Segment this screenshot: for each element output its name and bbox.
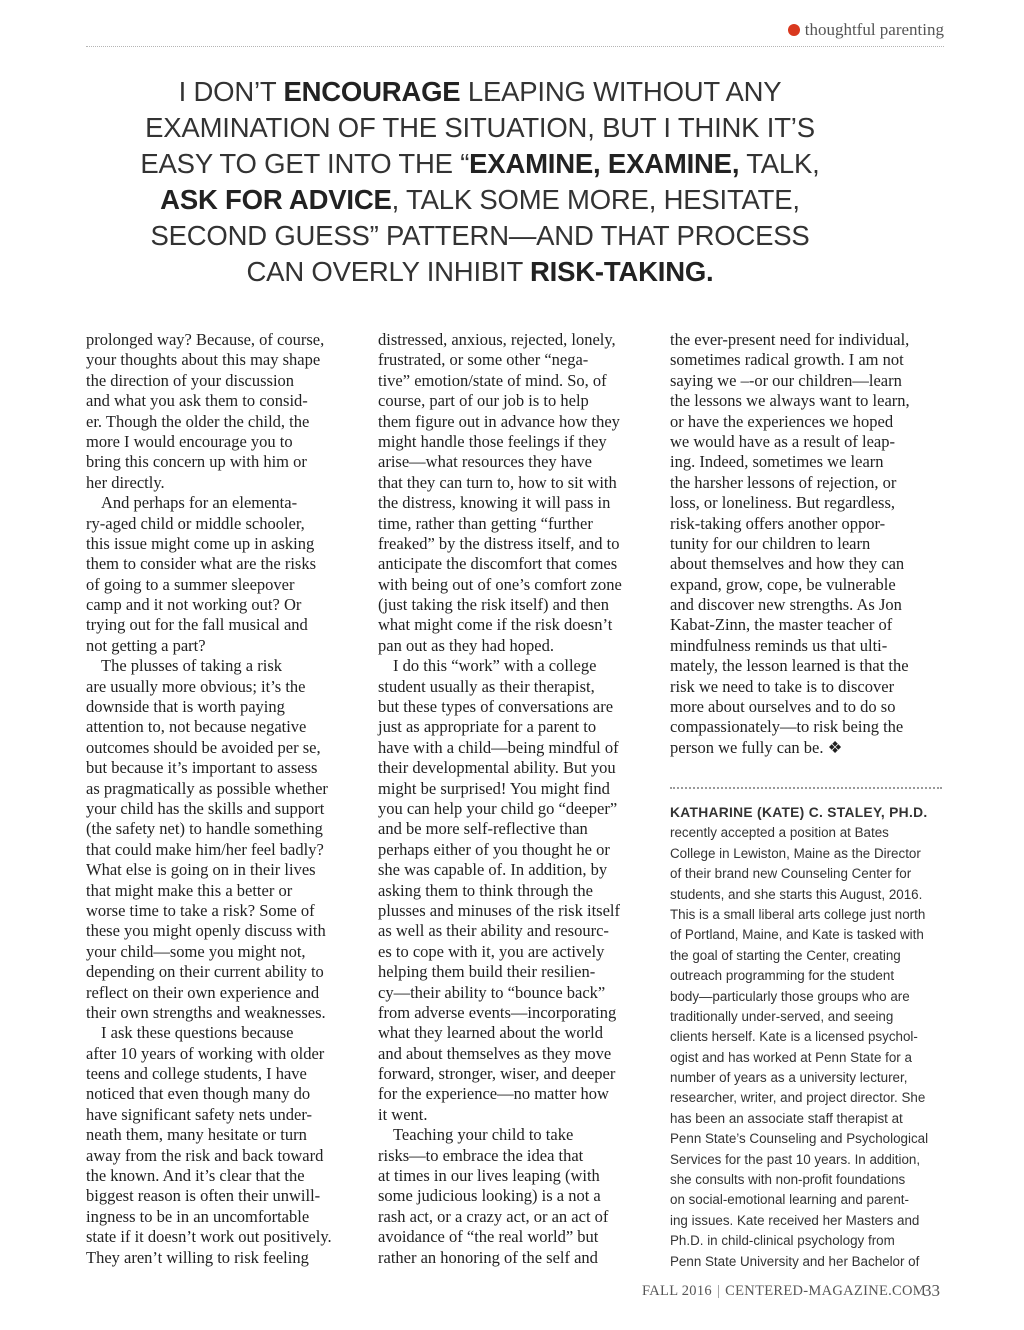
article-line: (just taking the risk itself) and then <box>378 595 609 615</box>
article-line: have significant safety nets under- <box>86 1104 313 1124</box>
article-line: but these types of conversations are <box>378 697 614 717</box>
article-line: sometimes radical growth. I am not <box>670 350 904 370</box>
bio-line: clients herself. Kate is a licensed psychol- <box>670 1029 918 1045</box>
article-line: tunity for our children to learn <box>670 533 871 553</box>
article-line: as well as their ability and resourc- <box>378 921 609 941</box>
article-line: tive” emotion/state of mind. So, of <box>378 370 607 390</box>
article-line: avoidance of “the real world” but <box>378 1227 599 1247</box>
article-line: state if it doesn’t work out positively. <box>86 1227 332 1247</box>
article-line: worse time to take a risk? Some of <box>86 900 315 920</box>
pull-quote-line <box>120 182 840 218</box>
article-line: her directly. <box>86 472 165 492</box>
pull-quote-line <box>120 146 840 182</box>
article-line: (the safety net) to handle something <box>86 819 323 839</box>
article-line: the direction of your discussion <box>86 370 295 390</box>
article-line: are usually more obvious; it’s the <box>86 676 306 696</box>
pull-quote-line <box>120 74 840 110</box>
article-line: perhaps either of you thought he or <box>378 839 610 859</box>
article-line: for the experience—no matter how <box>378 1084 609 1104</box>
article-line: not getting a part? <box>86 635 206 655</box>
article-line: this issue might come up in asking <box>86 533 315 553</box>
article-line: er. Though the older the child, the <box>86 411 310 431</box>
article-line: after 10 years of working with older <box>86 1043 325 1063</box>
article-line: ry-aged child or middle schooler, <box>86 513 305 533</box>
article-line: the harsher lessons of rejection, or <box>670 472 897 492</box>
article-line: the ever-present need for individual, <box>670 330 910 349</box>
article-line: risk-taking offers another oppor- <box>670 513 886 533</box>
article-line: mindfulness reminds us that ulti- <box>670 635 888 655</box>
article-line: at times in our lives leaping (with <box>378 1166 600 1186</box>
article-line: And perhaps for an elementa- <box>101 493 298 513</box>
article-line: neath them, many hesitate or turn <box>86 1125 307 1145</box>
article-line: have with a child—being mindful of <box>378 737 619 757</box>
pull-quote-text: EASY TO GET INTO THE “ <box>140 148 470 179</box>
page-footer <box>642 1283 926 1300</box>
article-line: frustrated, or some other “nega- <box>378 350 589 370</box>
article-line: depending on their current ability to <box>86 962 324 982</box>
article-line: rash act, or a crazy act, or an act of <box>378 1206 609 1226</box>
article-line: just as appropriate for a parent to <box>378 717 597 737</box>
article-line: anticipate the discomfort that comes <box>378 554 618 574</box>
article-line: and what you ask them to consid- <box>86 391 308 411</box>
pull-quote-text: EXAMINATION OF THE SITUATION, BUT I THINK IT’S <box>145 112 815 143</box>
article-line: their developmental ability. But you <box>378 758 616 778</box>
article-line: Kabat-Zinn, the master teacher of <box>670 615 893 635</box>
article-line: ingness to be in an uncomfortable <box>86 1206 310 1226</box>
article-line: cy—their ability to “bounce back” <box>378 982 606 1002</box>
header-divider <box>86 46 944 47</box>
article-line: with being out of one’s comfort zone <box>378 574 622 594</box>
article-line: mately, the lesson learned is that the <box>670 656 909 676</box>
pull-quote-text: LEAPING WITHOUT ANY <box>460 76 782 107</box>
bio-line: Penn State’s Counseling and Psychological <box>670 1131 929 1147</box>
section-label: thoughtful parenting <box>804 20 944 39</box>
pull-quote <box>120 74 840 290</box>
article-line: forward, stronger, wiser, and deeper <box>378 1064 616 1084</box>
bio-line: has been an associate staff therapist at <box>670 1110 903 1126</box>
article-line: bring this concern up with him or <box>86 452 307 472</box>
article-line: your child has the skills and support <box>86 798 325 818</box>
article-line: plusses and minuses of the risk itself <box>378 900 620 920</box>
bio-line: researcher, writer, and project director. She <box>670 1090 926 1106</box>
article-line: and about themselves as they move <box>378 1043 612 1063</box>
article-line: some judicious looking) is a not a <box>378 1186 601 1206</box>
issue-label: FALL 2016 <box>642 1283 712 1299</box>
article-line: ing. Indeed, sometimes we learn <box>670 452 884 472</box>
article-line: What else is going on in their lives <box>86 860 316 880</box>
bio-line: on social-emotional learning and parent- <box>670 1192 909 1208</box>
article-line: from adverse events—incorporating <box>378 1002 617 1022</box>
article-line: downside that is worth paying <box>86 697 285 717</box>
article-line: and be more self-reflective than <box>378 819 588 839</box>
article-line: it went. <box>378 1104 428 1124</box>
article-line: arise—what resources they have <box>378 452 592 472</box>
pull-quote-text: CAN OVERLY INHIBIT <box>246 256 531 287</box>
pull-quote-text: SECOND GUESS” PATTERN—AND THAT PROCESS <box>150 220 810 251</box>
article-line: asking them to think through the <box>378 880 593 900</box>
article-line: more about ourselves and to do so <box>670 697 896 717</box>
article-line: the lessons we always want to learn, <box>670 391 910 411</box>
article-line: the known. And it’s clear that the <box>86 1166 305 1186</box>
pull-quote-emphasis: ENCOURAGE <box>283 76 461 107</box>
article-line: They aren’t willing to risk feeling <box>86 1247 309 1267</box>
article-line: student usually as their therapist, <box>378 676 595 696</box>
article-line: as pragmatically as possible whether <box>86 778 328 798</box>
article-line: about themselves and how they can <box>670 554 905 574</box>
bio-line: body—particularly those groups who are <box>670 988 910 1004</box>
article-line: course, part of our job is to help <box>378 391 589 411</box>
article-line: reflect on their own experience and <box>86 982 320 1002</box>
article-line: their own strengths and weaknesses. <box>86 1002 326 1022</box>
article-line: camp and it not working out? Or <box>86 595 302 615</box>
article-line: what they learned about the world <box>378 1023 603 1043</box>
article-line: freaked” by the distress itself, and to <box>378 533 620 553</box>
article-line: person we fully can be. ❖ <box>670 737 843 757</box>
bio-line: Services for the past 10 years. In addition, <box>670 1151 921 1167</box>
pull-quote-emphasis: ASK FOR ADVICE <box>160 184 392 215</box>
article-line: and discover new strengths. As Jon <box>670 595 902 615</box>
article-line: Teaching your child to take <box>393 1125 574 1145</box>
article-line: The plusses of taking a risk <box>101 656 283 676</box>
pull-quote-emphasis: RISK-TAKING. <box>530 256 714 287</box>
pull-quote-line <box>120 254 840 290</box>
bio-line: students, and she starts this August, 2016. <box>670 886 923 902</box>
article-line: them to consider what are the risks <box>86 554 317 574</box>
bio-line: ogist and has worked at Penn State for a <box>670 1049 912 1065</box>
article-line: what might come if the risk doesn’t <box>378 615 613 635</box>
bio-line: Penn State University and her Bachelor of <box>670 1253 920 1269</box>
article-line: pan out as they had hoped. <box>378 635 554 655</box>
section-bullet-icon <box>788 24 800 36</box>
article-column-3 <box>670 330 945 758</box>
article-line: that they can turn to, how to sit with <box>378 472 617 492</box>
article-line: of going to a summer sleepover <box>86 574 295 594</box>
article-line: might handle those feelings if they <box>378 431 607 451</box>
article-line: teens and college students, I have <box>86 1064 307 1084</box>
pull-quote-line <box>120 218 840 254</box>
author-name: KATHARINE (KATE) C. STALEY, PH.D. <box>670 805 928 820</box>
bio-line: she consults with non-profit foundations <box>670 1172 906 1188</box>
article-line: noticed that even though many do <box>86 1084 311 1104</box>
bio-line: Ph.D. in child-clinical psychology from <box>670 1233 895 1249</box>
article-line: expand, grow, cope, be vulnerable <box>670 574 896 594</box>
article-line: away from the risk and back toward <box>86 1145 324 1165</box>
pull-quote-text: , TALK SOME MORE, HESITATE, <box>391 184 800 215</box>
article-line: your child—some you might not, <box>86 941 306 961</box>
article-line: biggest reason is often their unwill- <box>86 1186 321 1206</box>
article-line: the distress, knowing it will pass in <box>378 493 611 513</box>
pull-quote-line <box>120 110 840 146</box>
bio-line: of Portland, Maine, and Kate is tasked with <box>670 927 924 943</box>
bio-line: of their brand new Counseling Center for <box>670 866 912 882</box>
article-line: them figure out in advance how they <box>378 411 620 431</box>
article-line: distressed, anxious, rejected, lonely, <box>378 330 616 349</box>
article-line: helping them build their resilien- <box>378 962 596 982</box>
pull-quote-text: TALK, <box>739 148 820 179</box>
bio-line: traditionally under-served, and seeing <box>670 1008 894 1024</box>
article-line: I ask these questions because <box>101 1023 294 1043</box>
bio-line: ing issues. Kate received her Masters and <box>670 1212 920 1228</box>
bio-line: outreach programming for the student <box>670 968 895 984</box>
article-line: your thoughts about this may shape <box>86 350 321 370</box>
bio-line: the goal of starting the Center, creating <box>670 947 901 963</box>
bio-divider <box>670 787 942 789</box>
article-line: that could make him/her feel badly? <box>86 839 324 859</box>
bio-line: number of years as a university lecturer, <box>670 1070 908 1086</box>
article-line: but because it’s important to assess <box>86 758 318 778</box>
pull-quote-text: I DON’T <box>178 76 284 107</box>
article-line: we would have as a result of leap- <box>670 431 895 451</box>
article-line: risk we need to take is to discover <box>670 676 895 696</box>
article-line: or have the experiences we hoped <box>670 411 894 431</box>
pull-quote-emphasis: EXAMINE, EXAMINE, <box>469 148 740 179</box>
article-line: might be surprised! You might find <box>378 778 610 798</box>
article-line: saying we –-or our children—learn <box>670 370 902 390</box>
section-header <box>788 20 944 40</box>
article-line: compassionately—to risk being the <box>670 717 904 737</box>
footer-separator: | <box>716 1283 721 1299</box>
article-line: prolonged way? Because, of course, <box>86 330 325 349</box>
article-line: outcomes should be avoided per se, <box>86 737 321 757</box>
page-number: 33 <box>923 1281 940 1300</box>
article-line: rather an honoring of the self and <box>378 1247 598 1267</box>
article-line: attention to, not because negative <box>86 717 307 737</box>
author-bio <box>670 803 950 1272</box>
bio-line: recently accepted a position at Bates <box>670 825 889 841</box>
site-label: CENTERED-MAGAZINE.COM <box>725 1283 926 1299</box>
article-column-1 <box>86 330 361 1268</box>
article-line: es to cope with it, you are actively <box>378 941 605 961</box>
article-column-2 <box>378 330 653 1268</box>
article-line: trying out for the fall musical and <box>86 615 308 635</box>
bio-line: This is a small liberal arts college just north <box>670 906 926 922</box>
article-line: more I would encourage you to <box>86 431 293 451</box>
article-line: risks—to embrace the idea that <box>378 1145 584 1165</box>
article-line: time, rather than getting “further <box>378 513 593 533</box>
article-line: that might make this a better or <box>86 880 293 900</box>
article-line: you can help your child go “deeper” <box>378 798 618 818</box>
article-line: I do this “work” with a college <box>393 656 597 676</box>
article-line: loss, or loneliness. But regardless, <box>670 493 896 513</box>
bio-line: College in Lewiston, Maine as the Director <box>670 845 921 861</box>
article-line: she was capable of. In addition, by <box>378 860 608 880</box>
article-line: these you might openly discuss with <box>86 921 326 941</box>
